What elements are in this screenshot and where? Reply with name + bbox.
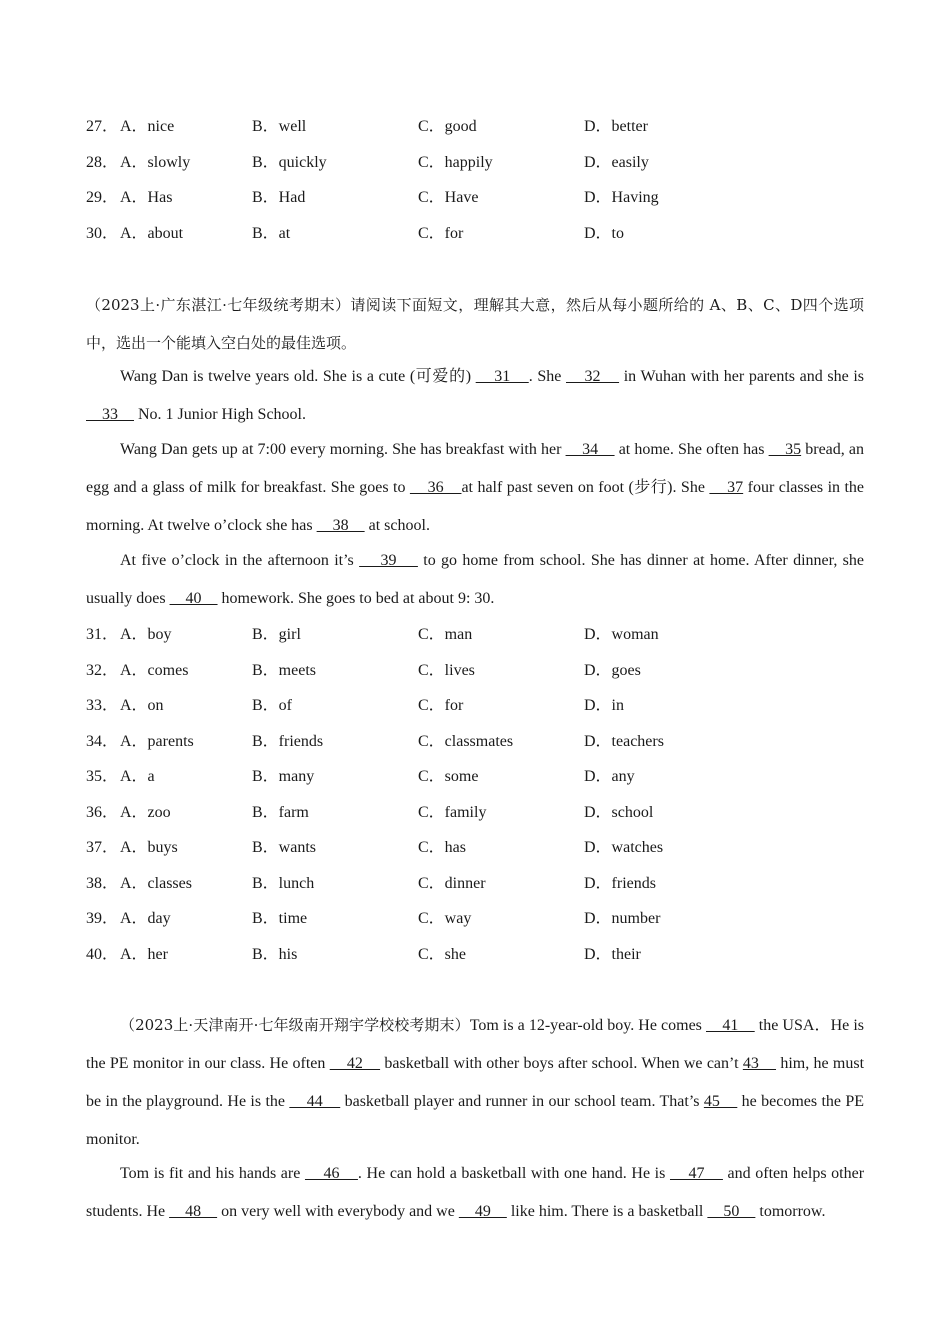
option-b: B．at	[252, 224, 291, 242]
option-a: A．about	[120, 224, 184, 242]
blank-35[interactable]: 35	[768, 441, 802, 458]
passage-text: . He can hold a basketball with one hand. He is	[357, 1165, 670, 1182]
passage-text: At five o’clock in the afternoon it’s	[120, 552, 360, 569]
option-a: A．nice	[120, 118, 175, 135]
option-d: D．Having	[584, 189, 659, 206]
question-number: 35．	[86, 768, 119, 785]
option-d: D．in	[584, 697, 625, 714]
option-a: A．Has	[120, 189, 173, 206]
passage-text: basketball with other boys after school. When we can’t	[380, 1055, 743, 1072]
option-a: A．buys	[120, 839, 178, 856]
option-d: D．their	[584, 945, 641, 963]
question-number: 38．	[86, 874, 119, 892]
question-number: 36．	[86, 803, 119, 821]
blank-36[interactable]: 36	[409, 479, 462, 496]
option-c: C．for	[418, 697, 464, 714]
question-38-options	[86, 875, 866, 911]
question-34-options	[86, 733, 866, 769]
passage-text: Tom is a 12-year-old boy. He comes	[469, 1017, 706, 1034]
passage-text: Tom is fit and his hands are	[120, 1165, 305, 1182]
option-d: D．to	[584, 224, 625, 242]
blank-48[interactable]: 48	[169, 1203, 218, 1220]
passage-2-paragraph-2	[86, 431, 864, 545]
question-37-options	[86, 839, 866, 875]
options-31-40	[86, 626, 866, 981]
question-number: 33．	[86, 697, 119, 714]
option-c: C．family	[418, 803, 487, 821]
blank-43[interactable]: 43	[742, 1055, 777, 1072]
question-number: 32．	[86, 661, 119, 679]
question-36-options	[86, 804, 866, 840]
passage-text: bread, an egg and a glass of milk for breakfast. She goes to	[86, 441, 864, 496]
passage-text: he becomes the PE monitor.	[86, 1093, 865, 1148]
question-39-options	[86, 910, 866, 946]
option-d: D．better	[584, 118, 648, 135]
option-c: C．man	[418, 626, 473, 643]
options-27-30	[86, 118, 866, 260]
option-b: B．of	[252, 697, 293, 714]
question-32-options	[86, 662, 866, 698]
option-d: D．number	[584, 910, 661, 927]
blank-42[interactable]: 42	[329, 1055, 381, 1072]
option-d: D．teachers	[584, 732, 664, 750]
option-a: A．zoo	[120, 803, 171, 821]
passage-2-paragraph-3	[86, 542, 864, 618]
option-d: D．goes	[584, 661, 641, 679]
blank-50[interactable]: 50	[707, 1203, 756, 1220]
question-number: 39．	[86, 910, 119, 927]
blank-33[interactable]: 33	[86, 406, 134, 423]
option-d: D．any	[584, 768, 635, 785]
option-c: C．has	[418, 839, 467, 856]
question-40-options	[86, 946, 866, 982]
passage-text: four classes in the morning. At twelve o’clock she has	[86, 479, 865, 534]
option-b: B．girl	[252, 626, 301, 643]
option-d: D．woman	[584, 626, 659, 643]
blank-31[interactable]: 31	[475, 368, 529, 385]
option-b: B．lunch	[252, 874, 315, 892]
question-31-options	[86, 626, 866, 662]
passage-3-source: （2023上·天津南开·七年级南开翔宇学校校考期末）	[120, 1016, 470, 1034]
option-c: C．for	[418, 224, 464, 242]
blank-46[interactable]: 46	[304, 1165, 358, 1182]
passage-text: Wang Dan is twelve years old. She is a cute (可爱的)	[120, 368, 476, 385]
blank-37[interactable]: 37	[709, 479, 744, 496]
option-c: C．classmates	[418, 732, 514, 750]
option-d: D．friends	[584, 874, 656, 892]
option-c: C．dinner	[418, 874, 486, 892]
option-b: B．his	[252, 945, 298, 963]
question-35-options	[86, 768, 866, 804]
passage-text: tomorrow.	[755, 1203, 826, 1220]
option-a: A．classes	[120, 874, 192, 892]
option-a: A．on	[120, 697, 164, 714]
option-a: A．boy	[120, 626, 172, 643]
option-a: A．slowly	[120, 153, 191, 171]
option-b: B．meets	[252, 661, 316, 679]
option-c: C．she	[418, 945, 467, 963]
option-b: B．friends	[252, 732, 324, 750]
question-number: 28．	[86, 153, 119, 171]
option-a: A．day	[120, 910, 171, 927]
question-number: 30．	[86, 224, 119, 242]
blank-41[interactable]: 41	[706, 1017, 755, 1034]
question-27-options	[86, 118, 866, 154]
option-b: B．Had	[252, 189, 306, 206]
option-b: B．well	[252, 118, 307, 135]
option-c: C．way	[418, 910, 472, 927]
passage-text: the USA．He is the PE monitor in our class. He often	[86, 1017, 865, 1072]
question-number: 31．	[86, 626, 119, 643]
question-30-options	[86, 225, 866, 261]
option-b: B．time	[252, 910, 308, 927]
passage-text: to go home from school. She has dinner at home. After dinner, she usually does	[86, 552, 864, 607]
option-d: D．watches	[584, 839, 664, 856]
passage-text: at home. She often has	[614, 441, 769, 458]
passage-text: No. 1 Junior High School.	[134, 406, 306, 423]
passage-text: like him. There is a basketball	[506, 1203, 708, 1220]
option-c: C．good	[418, 118, 477, 135]
passage-2-paragraph-1	[86, 358, 864, 434]
passage-text: basketball player and runner in our school team. That’s	[340, 1093, 704, 1110]
blank-47[interactable]: 47	[669, 1165, 723, 1182]
option-b: B．many	[252, 768, 315, 785]
passage-text: him, he must be in the playground. He is the	[86, 1055, 865, 1110]
question-number: 27．	[86, 118, 119, 135]
option-c: C．lives	[418, 661, 475, 679]
passage-2-source: （2023上·广东湛江·七年级统考期末）请阅读下面短文，理解其大意，然后从每小题所给的 A、B、C、D四个选项中，选出一个能填入空白处的最佳选项。	[86, 296, 864, 352]
question-28-options	[86, 154, 866, 190]
passage-text: . She	[528, 368, 566, 385]
blank-49[interactable]: 49	[458, 1203, 507, 1220]
passage-text: at half past seven on foot (步行). She	[461, 479, 710, 496]
question-33-options	[86, 697, 866, 733]
question-29-options	[86, 189, 866, 225]
passage-text: and often helps other students. He	[86, 1165, 865, 1220]
option-a: A．parents	[120, 732, 194, 750]
blank-32[interactable]: 32	[566, 368, 620, 385]
option-c: C．Have	[418, 189, 479, 206]
passage-text: on very well with everybody and we	[217, 1203, 459, 1220]
passage-text: homework. She goes to bed at about 9: 30.	[217, 590, 495, 607]
option-c: C．happily	[418, 153, 493, 171]
passage-3-paragraph-2	[86, 1155, 864, 1231]
passage-text: at school.	[364, 517, 430, 534]
question-number: 29．	[86, 189, 119, 206]
passage-text: Wang Dan gets up at 7:00 every morning. She has breakfast with her	[120, 441, 566, 458]
blank-38[interactable]: 38	[316, 517, 365, 534]
question-number: 34．	[86, 732, 119, 750]
question-number: 40．	[86, 945, 119, 963]
option-a: A．a	[120, 768, 155, 785]
option-a: A．her	[120, 945, 168, 963]
option-d: D．school	[584, 803, 654, 821]
blank-45[interactable]: 45	[703, 1093, 738, 1110]
option-c: C．some	[418, 768, 479, 785]
question-number: 37．	[86, 839, 119, 856]
option-a: A．comes	[120, 661, 189, 679]
option-d: D．easily	[584, 153, 649, 171]
blank-40[interactable]: 40	[169, 590, 218, 607]
passage-3-paragraph-1	[86, 1006, 864, 1159]
option-b: B．quickly	[252, 153, 327, 171]
blank-34[interactable]: 34	[565, 441, 615, 458]
option-b: B．wants	[252, 839, 317, 856]
passage-text: in Wuhan with her parents and she is	[619, 368, 865, 385]
option-b: B．farm	[252, 803, 309, 821]
blank-39[interactable]: 39	[359, 552, 418, 569]
blank-44[interactable]: 44	[289, 1093, 341, 1110]
